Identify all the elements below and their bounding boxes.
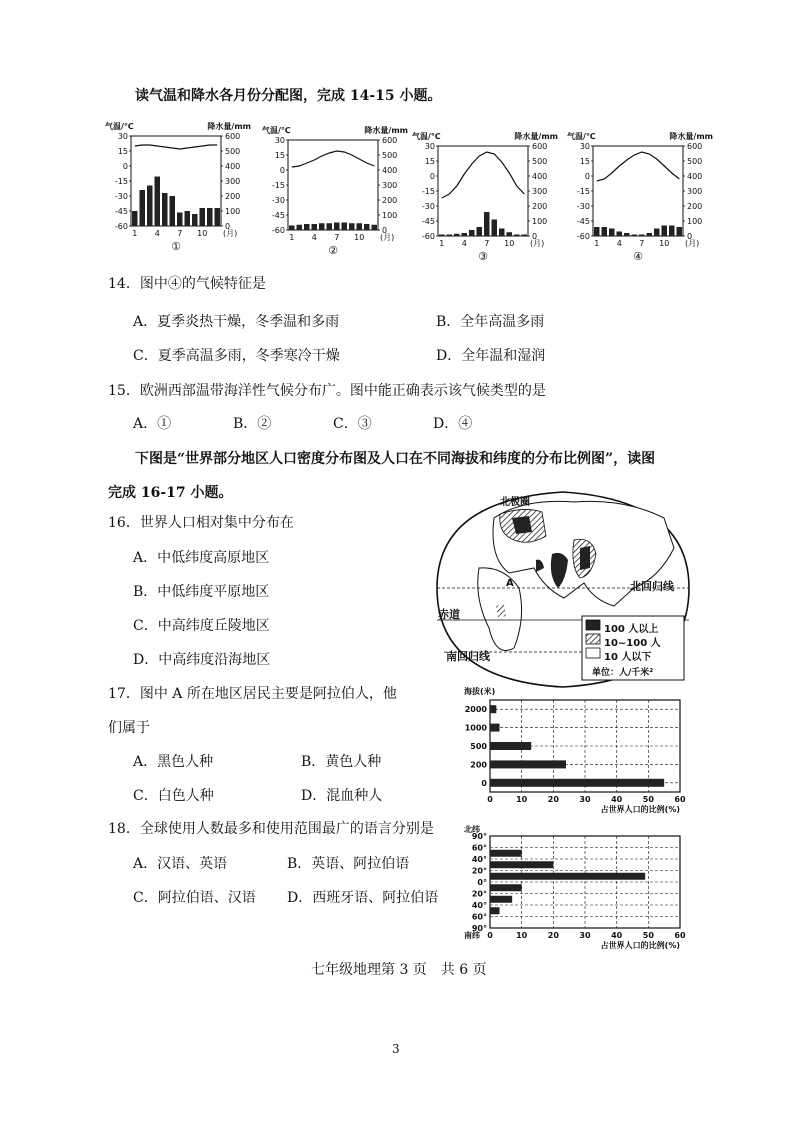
- population-bar: [490, 850, 522, 857]
- q16-option-d[interactable]: D．中高纬度沿海地区: [133, 652, 271, 668]
- precip-bar: [484, 212, 490, 236]
- precip-bar: [289, 226, 295, 231]
- legend-swatch-low: [586, 648, 600, 658]
- q14-option-c[interactable]: C．夏季高温多雨，冬季寒冷干燥: [133, 348, 340, 364]
- temp-tick-label: -15: [576, 187, 590, 196]
- precip-bar: [454, 234, 460, 236]
- precip-tick-label: 600: [225, 132, 241, 141]
- x-tick-label: 10: [516, 931, 528, 940]
- population-bar: [490, 742, 531, 750]
- precip-tick-label: 500: [687, 157, 703, 166]
- q17-stem-line2: 们属于: [108, 720, 150, 736]
- label-tropic-capricorn: 南回归线: [446, 650, 490, 663]
- precip-bar: [469, 230, 475, 236]
- month-tick-label: 1: [132, 229, 138, 238]
- population-bar: [490, 705, 496, 713]
- x-axis-title: 占世界人口的比例(%): [600, 805, 680, 814]
- q15-stem: 15．欧洲西部温带海洋性气候分布广。图中能正确表示该气候类型的是: [108, 383, 546, 399]
- y-tick-label: 500: [470, 742, 487, 751]
- precip-tick-label: 600: [687, 142, 703, 151]
- temp-tick-label: -30: [114, 192, 128, 201]
- month-tick-label: 1: [289, 233, 295, 242]
- precip-bar: [447, 235, 453, 237]
- precip-bar: [297, 225, 303, 230]
- precip-bar: [132, 211, 138, 226]
- page-number: 3: [392, 1042, 400, 1056]
- y-tick-label: 90°: [471, 832, 487, 841]
- precip-bar: [304, 224, 310, 230]
- month-tick-label: 7: [484, 239, 490, 248]
- month-tick-label: 7: [334, 233, 340, 242]
- q16-stem: 16．世界人口相对集中分布在: [108, 515, 294, 531]
- population-bar: [490, 724, 500, 732]
- precip-bar: [624, 233, 630, 236]
- q15-option-d[interactable]: D．④: [433, 416, 473, 432]
- temp-tick-label: -30: [421, 202, 435, 211]
- temp-tick-label: -45: [576, 217, 590, 226]
- temperature-line: [292, 151, 375, 167]
- temp-tick-label: -15: [114, 177, 128, 186]
- precip-bar: [677, 227, 683, 236]
- climate-chart-3: [412, 128, 558, 278]
- precip-tick-label: 200: [225, 192, 241, 201]
- q16-option-c[interactable]: C．中高纬度丘陵地区: [133, 618, 270, 634]
- x-tick-label: 60: [674, 795, 686, 804]
- precip-bar: [662, 226, 668, 237]
- temperature-line: [442, 152, 525, 198]
- q16-option-b[interactable]: B．中低纬度平原地区: [133, 584, 270, 600]
- precip-bar: [357, 223, 363, 230]
- month-tick-label: 4: [461, 239, 467, 248]
- precip-tick-label: 0: [225, 222, 231, 231]
- precip-bar: [185, 211, 191, 226]
- precip-bar: [170, 196, 176, 226]
- precip-tick-label: 0: [532, 232, 538, 241]
- precip-bar: [439, 235, 445, 237]
- temp-tick-label: 30: [117, 132, 128, 141]
- temperature-line: [135, 145, 218, 149]
- precip-bar: [334, 223, 340, 231]
- q14-stem: 14．图中④的气候特征是: [108, 276, 266, 292]
- legend-swatch-high: [586, 620, 600, 630]
- precip-bar: [499, 229, 505, 237]
- q17-stem-line1: 17．图中 A 所在地区居民主要是阿拉伯人，他: [108, 686, 397, 702]
- y-tick-label: 60°: [471, 843, 487, 853]
- precip-tick-label: 500: [382, 151, 398, 160]
- precip-tick-label: 600: [382, 136, 398, 145]
- precip-bar: [162, 193, 168, 226]
- y-tick-label: 2000: [464, 705, 487, 715]
- precip-axis-title: 降水量/mm: [514, 132, 558, 141]
- q14-option-a[interactable]: A．夏季炎热干燥，冬季温和多雨: [133, 314, 340, 330]
- temp-tick-label: -15: [271, 181, 285, 190]
- precip-tick-label: 0: [687, 232, 693, 241]
- month-tick-label: 10: [659, 239, 670, 248]
- precip-bar: [207, 208, 213, 226]
- precip-bar: [594, 227, 600, 236]
- x-tick-label: 10: [516, 795, 528, 804]
- temp-tick-label: 30: [579, 142, 590, 151]
- precip-bar: [177, 213, 183, 227]
- temp-tick-label: -45: [114, 207, 128, 216]
- x-tick-label: 0: [487, 795, 493, 804]
- temp-axis-title: 气温/℃: [105, 122, 134, 131]
- temp-tick-label: 15: [424, 157, 435, 166]
- month-tick-label: 4: [311, 233, 317, 242]
- x-tick-label: 20: [547, 795, 559, 804]
- q18-option-b[interactable]: B．英语、阿拉伯语: [287, 856, 410, 872]
- month-tick-label: 4: [616, 239, 622, 248]
- label-point-a: A: [506, 578, 514, 589]
- precip-bar: [155, 177, 161, 227]
- temp-tick-label: -30: [271, 196, 285, 205]
- precip-tick-label: 0: [382, 226, 388, 235]
- x-tick-label: 20: [547, 931, 559, 940]
- population-bar: [490, 861, 553, 868]
- chart-label: ③: [478, 250, 488, 263]
- legend-label-medium: 10~100 人: [604, 638, 661, 649]
- precip-bar: [140, 190, 146, 226]
- temp-tick-label: -60: [114, 222, 128, 231]
- x-tick-label: 30: [579, 931, 591, 940]
- label-arctic-circle: 北极圈: [500, 497, 530, 508]
- temp-tick-label: -60: [421, 232, 435, 241]
- precip-bar: [522, 235, 528, 237]
- precip-bar: [617, 232, 623, 237]
- population-bar: [490, 760, 566, 768]
- precip-tick-label: 200: [532, 202, 548, 211]
- legend-unit: 单位：人/千米²: [592, 668, 654, 678]
- month-tick-label: 4: [154, 229, 160, 238]
- temp-axis-title: 气温/℃: [567, 132, 596, 141]
- precip-bar: [312, 224, 318, 230]
- precip-bar: [192, 214, 198, 226]
- temp-tick-label: -30: [576, 202, 590, 211]
- climate-chart-2: [262, 122, 408, 272]
- latitude-population-chart: [462, 822, 692, 956]
- precip-bar: [602, 227, 608, 236]
- precip-bar: [514, 235, 520, 237]
- q17-option-d[interactable]: D．混血种人: [301, 788, 383, 804]
- population-bar: [490, 907, 500, 914]
- y-axis-title: 海拔(米): [464, 687, 496, 696]
- x-tick-label: 50: [642, 931, 654, 940]
- precip-bar: [647, 233, 653, 236]
- month-tick-label: 10: [197, 229, 208, 238]
- y-tick-label: 200: [470, 760, 487, 770]
- intro-16-17-line2: 完成 16-17 小题。: [108, 485, 233, 501]
- precip-tick-label: 300: [382, 181, 398, 190]
- temp-tick-label: 0: [584, 172, 590, 181]
- month-unit-label: (月): [380, 233, 395, 242]
- precip-tick-label: 100: [687, 217, 703, 226]
- chart-label: ②: [328, 244, 338, 257]
- climate-chart-4: [567, 128, 713, 278]
- q18-stem: 18．全球使用人数最多和使用范围最广的语言分别是: [108, 821, 434, 837]
- precip-tick-label: 400: [382, 166, 398, 175]
- precip-tick-label: 600: [532, 142, 548, 151]
- y-tick-label: 0°: [477, 878, 487, 887]
- plot-frame: [593, 146, 683, 236]
- precip-bar: [319, 223, 325, 230]
- temp-tick-label: -60: [576, 232, 590, 241]
- precip-bar: [492, 220, 498, 237]
- precip-bar: [349, 223, 355, 230]
- month-tick-label: 1: [439, 239, 445, 248]
- q14-option-d[interactable]: D．全年温和湿润: [436, 348, 546, 364]
- x-tick-label: 0: [487, 931, 493, 940]
- q17-option-b[interactable]: B．黄色人种: [301, 754, 382, 770]
- precip-bar: [342, 223, 348, 231]
- x-tick-label: 40: [611, 931, 623, 940]
- y-tick-label: 90°: [471, 924, 487, 933]
- temp-tick-label: 0: [279, 166, 285, 175]
- month-unit-label: (月): [685, 239, 700, 248]
- month-tick-label: 1: [594, 239, 600, 248]
- x-tick-label: 40: [611, 795, 623, 804]
- month-tick-label: 10: [504, 239, 515, 248]
- precip-tick-label: 500: [532, 157, 548, 166]
- legend-label-low: 10 人以下: [604, 652, 652, 663]
- x-tick-label: 30: [579, 795, 591, 804]
- precip-bar: [632, 235, 638, 237]
- legend-swatch-medium: [586, 634, 600, 644]
- month-tick-label: 7: [639, 239, 645, 248]
- precip-tick-label: 500: [225, 147, 241, 156]
- population-bar: [490, 896, 512, 903]
- temperature-line: [597, 152, 680, 181]
- precip-bar: [147, 186, 153, 227]
- y-tick-label: 0: [481, 778, 487, 788]
- precip-bar: [327, 223, 333, 230]
- y-tick-label: 1000: [464, 723, 487, 733]
- q18-option-d[interactable]: D．西班牙语、阿拉伯语: [287, 890, 439, 906]
- precip-bar: [462, 233, 468, 236]
- temp-tick-label: 15: [117, 147, 128, 156]
- precip-bar: [372, 225, 378, 230]
- x-axis-title: 占世界人口的比例(%): [600, 941, 680, 950]
- precip-bar: [477, 227, 483, 236]
- y-axis-title: 北纬: [464, 825, 480, 834]
- chart-label: ④: [633, 250, 643, 263]
- plot-frame: [288, 140, 378, 230]
- label-equator: 赤道: [438, 608, 460, 621]
- month-tick-label: 10: [354, 233, 365, 242]
- label-tropic-cancer: 北回归线: [630, 580, 674, 593]
- month-tick-label: 7: [177, 229, 183, 238]
- precip-bar: [364, 224, 370, 230]
- intro-16-17-line1: 下图是“世界部分地区人口密度分布图及人口在不同海拔和纬度的分布比例图”，读图: [135, 451, 656, 467]
- temp-tick-label: -45: [421, 217, 435, 226]
- precip-bar: [669, 226, 675, 237]
- precip-axis-title: 降水量/mm: [207, 122, 251, 131]
- y-tick-label: 40°: [471, 901, 487, 910]
- q15-option-a[interactable]: A．①: [133, 416, 172, 432]
- climate-chart-1: [105, 118, 251, 268]
- q18-option-c[interactable]: C．阿拉伯语、汉语: [133, 890, 256, 906]
- temp-tick-label: 15: [579, 157, 590, 166]
- precip-tick-label: 400: [687, 172, 703, 181]
- population-bar: [490, 873, 645, 880]
- intro-14-15: 读气温和降水各月份分配图，完成 14-15 小题。: [135, 88, 442, 104]
- q14-option-b[interactable]: B．全年高温多雨: [436, 314, 545, 330]
- q18-option-a[interactable]: A．汉语、英语: [133, 856, 228, 872]
- precip-tick-label: 100: [225, 207, 241, 216]
- x-tick-label: 60: [674, 931, 686, 940]
- precip-bar: [639, 235, 645, 237]
- precip-tick-label: 300: [532, 187, 548, 196]
- legend-label-high: 100 人以上: [604, 624, 659, 635]
- y-tick-label: 20°: [471, 866, 487, 876]
- page-footer: 七年级地理第 3 页 共 6 页: [311, 962, 487, 978]
- y-tick-label: 20°: [471, 889, 487, 899]
- month-unit-label: (月): [530, 239, 545, 248]
- q17-option-a[interactable]: A．黑色人种: [133, 754, 214, 770]
- q15-option-c[interactable]: C．③: [333, 416, 372, 432]
- temp-axis-title: 气温/℃: [262, 126, 291, 135]
- q16-option-a[interactable]: A．中低纬度高原地区: [133, 550, 270, 566]
- altitude-population-chart: [462, 684, 692, 814]
- precip-bar: [654, 229, 660, 237]
- precip-tick-label: 300: [225, 177, 241, 186]
- precip-tick-label: 100: [382, 211, 398, 220]
- precip-tick-label: 300: [687, 187, 703, 196]
- y-axis-bottom-title: 南纬: [464, 931, 480, 940]
- temp-tick-label: 30: [274, 136, 285, 145]
- precip-axis-title: 降水量/mm: [669, 132, 713, 141]
- population-bar: [490, 884, 522, 891]
- precip-bar: [609, 229, 615, 237]
- population-bar: [490, 779, 664, 787]
- chart-label: ①: [171, 240, 181, 253]
- precip-axis-title: 降水量/mm: [364, 126, 408, 135]
- y-tick-label: 60°: [471, 912, 487, 922]
- precip-tick-label: 400: [225, 162, 241, 171]
- month-unit-label: (月): [223, 229, 238, 238]
- temp-tick-label: -60: [271, 226, 285, 235]
- q15-option-b[interactable]: B．②: [233, 416, 272, 432]
- temp-axis-title: 气温/℃: [412, 132, 441, 141]
- precip-bar: [215, 208, 221, 226]
- temp-tick-label: -45: [271, 211, 285, 220]
- q17-option-c[interactable]: C．白色人种: [133, 788, 214, 804]
- temp-tick-label: 15: [274, 151, 285, 160]
- precip-tick-label: 400: [532, 172, 548, 181]
- precip-tick-label: 100: [532, 217, 548, 226]
- temp-tick-label: 0: [429, 172, 435, 181]
- temp-tick-label: 30: [424, 142, 435, 151]
- precip-bar: [200, 208, 206, 226]
- precip-tick-label: 200: [687, 202, 703, 211]
- y-tick-label: 40°: [471, 855, 487, 864]
- temp-tick-label: 0: [122, 162, 128, 171]
- precip-bar: [507, 232, 513, 236]
- x-tick-label: 50: [642, 795, 654, 804]
- temp-tick-label: -15: [421, 187, 435, 196]
- precip-tick-label: 200: [382, 196, 398, 205]
